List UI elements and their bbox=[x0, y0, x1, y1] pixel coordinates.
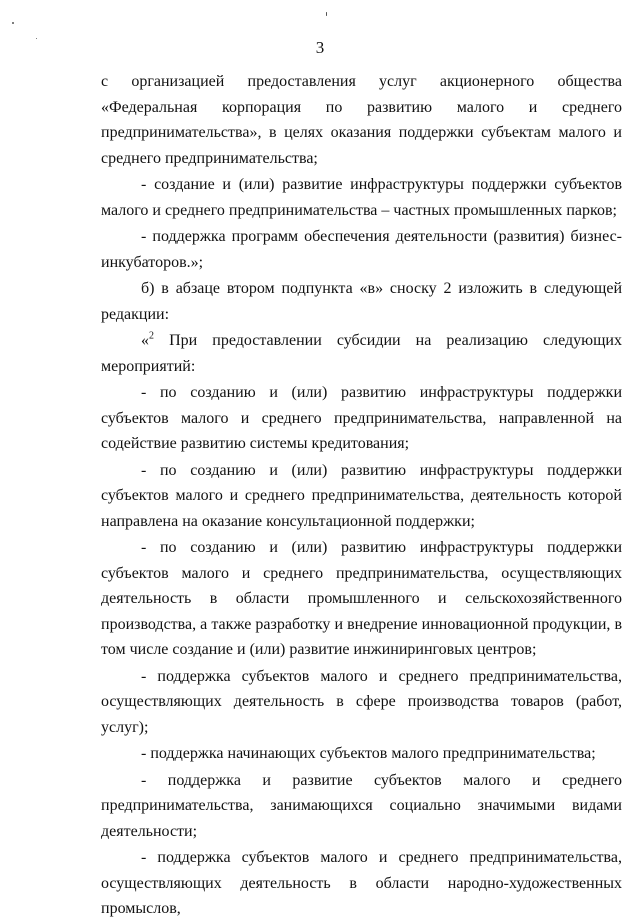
paragraph-3: - поддержка программ обеспечения деятельности (развития) бизнес-инкубаторов.»; bbox=[101, 228, 622, 271]
paragraph-5-footnote-intro bbox=[101, 328, 622, 379]
paragraph-2: - создание и (или) развитие инфраструктуры поддержки субъектов малого и среднего предпринимательства – частных промышленных парков; bbox=[101, 176, 622, 219]
footnote-marker: 2 bbox=[149, 330, 154, 342]
paragraph-12: - поддержка субъектов малого и среднего предпринимательства, осуществляющих деятельность в области народно-художественных промыслов, bbox=[101, 849, 622, 917]
scan-speck bbox=[326, 12, 327, 16]
paragraph-4: б) в абзаце втором подпункта «в» сноску 2 изложить в следующей редакции: bbox=[101, 280, 622, 323]
paragraph-10: - поддержка начинающих субъектов малого предпринимательства; bbox=[141, 745, 596, 762]
scan-speck bbox=[12, 22, 14, 24]
page-number: 3 bbox=[315, 38, 325, 57]
open-quote: « bbox=[141, 332, 149, 349]
paragraph-8: - по созданию и (или) развитию инфраструктуры поддержки субъектов малого и среднего предпринимательства, осуществляющих деятельность в области промышленного и сельскохозяйственного производства, а также разработку и внедрение инновационной продукции, в том числе создание и (или) развитие инжиниринговых центров; bbox=[101, 539, 622, 658]
paragraph-6: - по созданию и (или) развитию инфраструктуры поддержки субъектов малого и среднего предпринимательства, направленной на содействие развитию системы кредитования; bbox=[101, 384, 622, 452]
paragraph-9: - поддержка субъектов малого и среднего предпринимательства, осуществляющих деятельность в сфере производства товаров (работ, услуг); bbox=[101, 667, 622, 736]
paragraph-1: с организацией предоставления услуг акционерного общества «Федеральная корпорация по развитию малого и среднего предпринимательства», в целях оказания поддержки субъектам малого и среднего предпринимательства; bbox=[101, 73, 622, 167]
paragraph-7: - по созданию и (или) развитию инфраструктуры поддержки субъектов малого и среднего предпринимательства, деятельность которой направлена на оказание консультационной поддержки; bbox=[101, 461, 622, 530]
document-body bbox=[101, 69, 622, 923]
paragraph-11: - поддержка и развитие субъектов малого и среднего предпринимательства, занимающихся социально значимыми видами деятельности; bbox=[101, 771, 622, 840]
paragraph-5-text: При предоставлении субсидии на реализацию следующих мероприятий: bbox=[101, 332, 622, 375]
